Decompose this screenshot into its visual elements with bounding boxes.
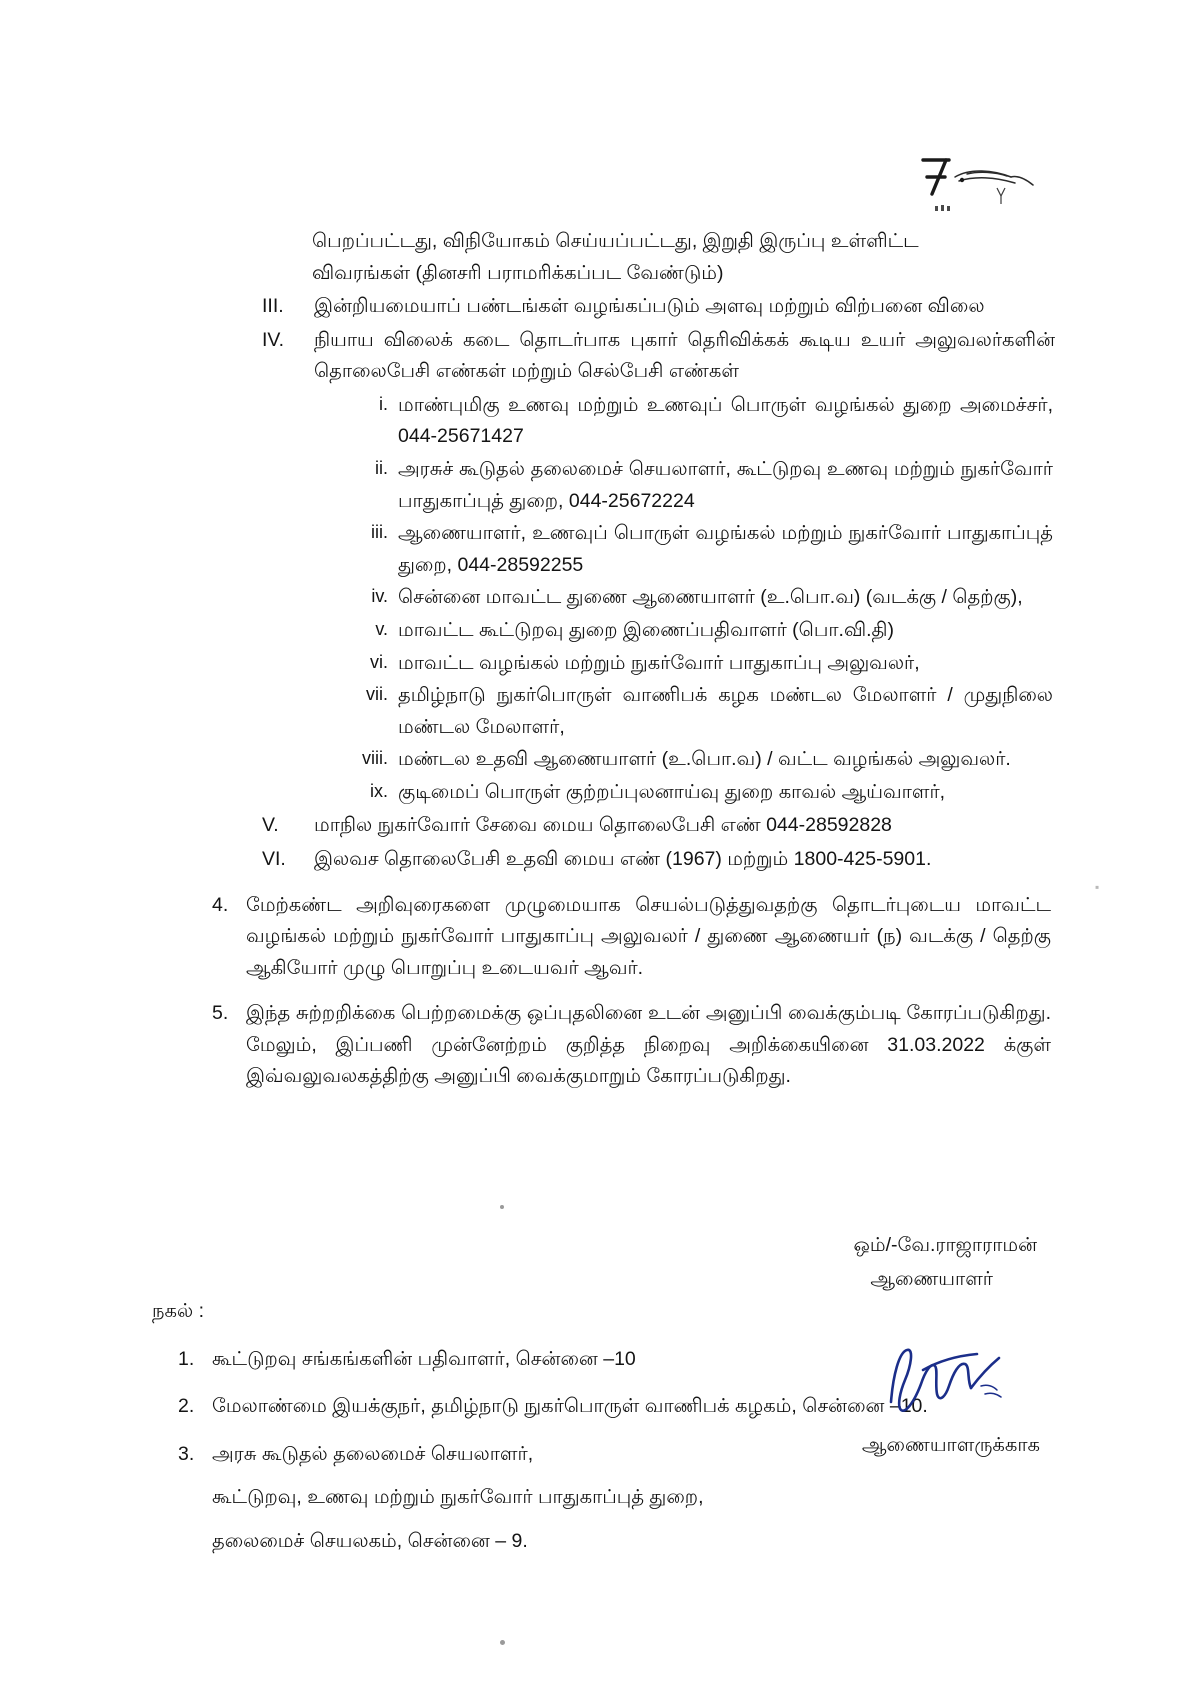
copy-distribution-block [152,1296,1052,1557]
copy-text-3-line-3: தலைமைச் செயலகம், சென்னை – 9. [212,1529,528,1552]
roman-text-iii: இன்றியமையாப் பண்டங்கள் வழங்கப்படும் அளவு மற்றும் விற்பனை விலை [314,295,985,318]
list-item [150,454,1055,517]
sub-marker-v: v. [375,618,388,639]
roman-text-iv: நியாய விலைக் கடை தொடர்பாக புகார் தெரிவிக்கக் கூடிய உயர் அலுவலர்களின் தொலைபேசி எண்கள் மற்றும் செல்பேசி எண்கள் [314,328,1055,383]
for-commissioner-footer [0,1430,1040,1462]
copy-marker-2: 2. [178,1395,195,1418]
copy-text-2: மேலாண்மை இயக்குநர், தமிழ்நாடு நுகர்பொருள் வாணிபக் கழகம், சென்னை –10. [212,1395,928,1418]
sub-marker-ii: ii. [375,458,388,479]
azadi-amrit-mahotsav-emblem-icon [915,150,1045,220]
roman-text-vi: இலவச தொலைபேசி உதவி மைய எண் (1967) மற்றும் 1800-425-5901. [314,847,932,870]
sub-text-vii: தமிழ்நாடு நுகர்பொருள் வாணிபக் கழக மண்டல மேலாளர் / முதுநிலை மண்டல மேலாளர், [398,684,1053,738]
for-commissioner-label: ஆணையாளருக்காக [861,1434,1040,1456]
roman-item-iv [150,325,1055,388]
roman-marker-vi: VI. [262,847,286,870]
roman-item-vi [150,844,1055,876]
copy-marker-1: 1. [178,1347,195,1370]
handwritten-signature [885,1340,1015,1420]
continued-item-text [312,226,1055,289]
continued-line-1: பெறப்பட்டது, விநியோகம் செய்யப்பட்டது, இறுதி இருப்பு உள்ளிட்ட [312,230,919,252]
sub-marker-vii: vii. [366,684,388,705]
list-item [150,648,1055,680]
list-item [150,390,1055,453]
officer-contact-list [150,390,1055,809]
sub-text-ii: அரசுச் கூடுதல் தலைமைச் செயலாளர், கூட்டுறவு உணவு மற்றும் நுகர்வோர் பாதுகாப்புத் துறை, 044-25672224 [398,458,1053,512]
roman-item-v [150,810,1055,842]
roman-marker-iv: IV. [262,328,285,351]
sub-marker-iv: iv. [371,586,388,607]
list-item [150,680,1055,743]
sub-text-ix: குடிமைப் பொருள் குற்றப்புலனாய்வு துறை காவல் ஆய்வாளர், [398,780,946,803]
roman-item-iii [150,291,1055,323]
sub-marker-i: i. [379,393,388,414]
scan-speck [500,1640,505,1645]
list-item [150,518,1055,581]
sub-marker-iii: iii. [371,522,388,543]
sub-marker-viii: viii. [362,748,388,769]
copy-marker-3: 3. [178,1442,195,1465]
list-item [150,744,1055,776]
copy-text-1: கூட்டுறவு சங்கங்களின் பதிவாளர், சென்னை –10 [212,1347,636,1370]
sub-text-iii: ஆணையாளர், உணவுப் பொருள் வழங்கல் மற்றும் நுகர்வோர் பாதுகாப்புத் துறை, 044-28592255 [398,522,1053,576]
scan-artifact-mark: ▪ [1095,880,1100,894]
roman-text-v: மாநில நுகர்வோர் சேவை மைய தொலைபேசி எண் 044-28592828 [314,814,892,837]
signatory-title: ஆணையாளர் [870,1268,993,1291]
copy-text-3-line-1: அரசு கூடுதல் தலைமைச் செயலாளர், [212,1442,534,1465]
paragraph-marker-4: 4. [212,893,229,916]
roman-marker-iii: III. [262,295,284,318]
roman-marker-v: V. [262,814,279,837]
paragraph-marker-5: 5. [212,1002,229,1025]
numbered-paragraph-4 [150,890,1055,985]
list-item [150,582,1055,614]
sub-text-v: மாவட்ட கூட்டுறவு துறை இணைப்பதிவாளர் (பொ.வி.தி) [398,618,895,641]
sub-text-viii: மண்டல உதவி ஆணையாளர் (உ.பொ.வ) / வட்ட வழங்கல் அலுவலர். [398,748,1011,771]
list-item [150,777,1055,809]
copy-heading: நகல் : [152,1300,205,1322]
sub-marker-vi: vi. [370,651,388,672]
signature-block [0,1228,1055,1296]
paragraph-text-5: இந்த சுற்றறிக்கை பெற்றமைக்கு ஒப்புதலினை உடன் அனுப்பி வைக்கும்படி கோரப்படுகிறது. மேலும், இப்பணி முன்னேற்றம் குறித்த நிறைவு அறிக்கையினை 31.03.2022 க்குள் இவ்வலுவலகத்திற்கு அனுப்பி வைக்குமாறும் கோரப்படுகிறது. [246,1002,1051,1088]
copy-text-3-line-2: கூட்டுறவு, உணவு மற்றும் நுகர்வோர் பாதுகாப்புத் துறை, [212,1486,704,1509]
document-body [150,226,1055,1093]
continued-line-2: விவரங்கள் (தினசரி பராமரிக்கப்பட வேண்டும்) [312,261,724,284]
scan-speck [500,1205,504,1209]
sub-text-i: மாண்புமிகு உணவு மற்றும் உணவுப் பொருள் வழங்கல் துறை அமைச்சர், 044-25671427 [398,393,1053,448]
list-item [150,615,1055,647]
sub-marker-ix: ix. [370,780,388,801]
numbered-paragraph-5 [150,998,1055,1093]
signatory-name: ஒம்/-வே.ராஜாராமன் [853,1234,1037,1256]
sub-text-vi: மாவட்ட வழங்கல் மற்றும் நுகர்வோர் பாதுகாப்பு அலுவலர், [398,651,920,674]
paragraph-text-4: மேற்கண்ட அறிவுரைகளை முழுமையாக செயல்படுத்துவதற்கு தொடர்புடைய மாவட்ட வழங்கல் மற்றும் நுகர்வோர் பாதுகாப்பு அலுவலர் / துணை ஆணையர் (ந) வடக்கு / தெற்கு ஆகியோர் முழு பொறுப்பு உடையவர் ஆவர். [246,893,1051,979]
sub-text-iv: சென்னை மாவட்ட துணை ஆணையாளர் (உ.பொ.வ) (வடக்கு / தெற்கு), [398,586,1023,609]
